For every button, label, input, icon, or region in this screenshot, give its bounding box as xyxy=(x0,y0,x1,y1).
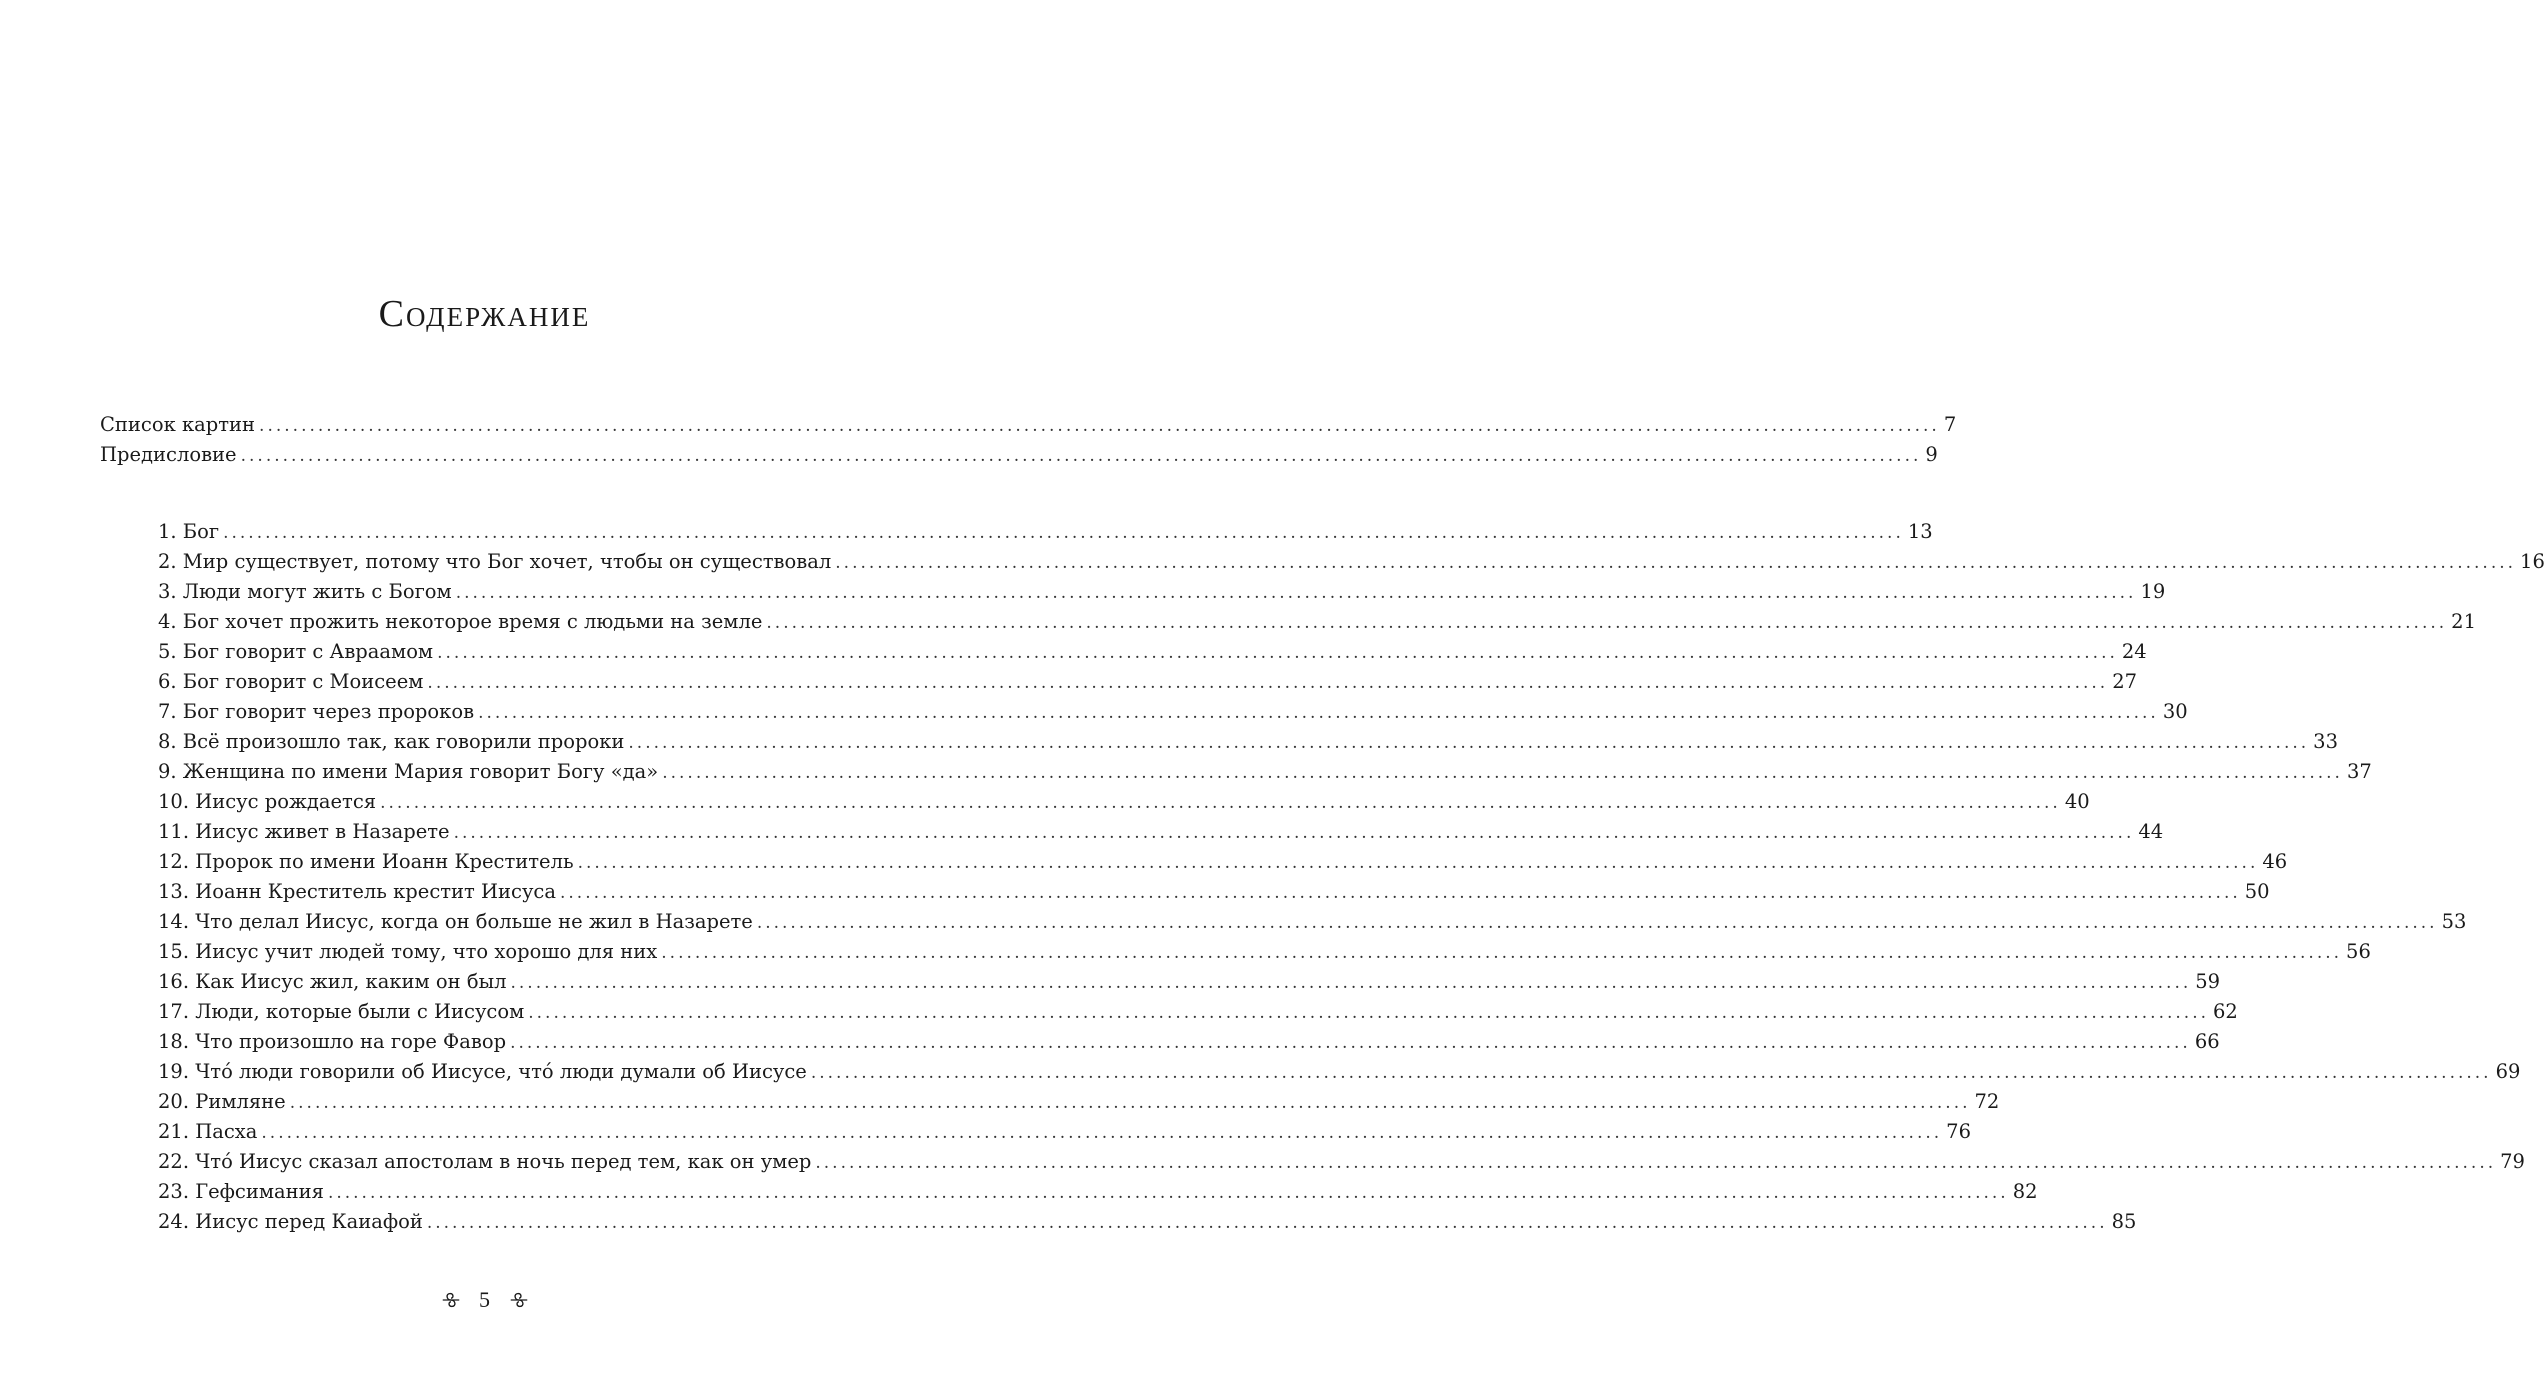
chapter-entry xyxy=(158,607,2476,637)
dot-leader: ........................................................................................................................................................................................................ xyxy=(661,943,2343,963)
toc-entry-title: 1. Бог xyxy=(158,520,220,543)
dot-leader: ........................................................................................................................................................................................................ xyxy=(810,1063,2492,1083)
front-matter-list xyxy=(100,410,1957,470)
toc-entry-title: 8. Всё произошло так, как говорили пророки xyxy=(158,730,625,753)
dot-leader: ........................................................................................................................................................................................................ xyxy=(662,763,2343,783)
toc-page-number: 19 xyxy=(2140,580,2166,603)
dot-leader: ........................................................................................................................................................................................................ xyxy=(478,703,2159,723)
toc-entry-title: 14. Что делал Иисус, когда он больше не жил в Назарете xyxy=(158,910,753,933)
toc-page-number: 21 xyxy=(2451,610,2476,633)
chapter-entry xyxy=(158,727,2338,757)
toc-entry-title: 11. Иисус живет в Назарете xyxy=(158,820,450,843)
toc-page-number: 44 xyxy=(2138,820,2164,843)
chapter-entry xyxy=(158,907,2467,937)
dot-leader: ........................................................................................................................................................................................................ xyxy=(380,793,2061,813)
chapter-entry xyxy=(158,877,2270,907)
chapter-entry xyxy=(158,1147,2525,1177)
dot-leader: ........................................................................................................................................................................................................ xyxy=(510,973,2192,993)
toc-entry-title: 5. Бог говорит с Авраамом xyxy=(158,640,434,663)
toc-page-number: 40 xyxy=(2064,790,2090,813)
chapter-entry xyxy=(158,637,2147,667)
toc-entry-title: 2. Мир существует, потому что Бог хочет, чтобы он существовал xyxy=(158,550,832,573)
dot-leader: ........................................................................................................................................................................................................ xyxy=(437,643,2118,663)
toc-entry-title: 16. Как Иисус жил, каким он был xyxy=(158,970,507,993)
toc-entry-title: Список картин xyxy=(100,413,256,436)
toc-page-number: 37 xyxy=(2346,760,2372,783)
toc-entry-title: 4. Бог хочет прожить некоторое время с людьми на земле xyxy=(158,610,763,633)
toc-page-number: 85 xyxy=(2111,1210,2137,1233)
toc-entry-title: 23. Гефсимания xyxy=(158,1180,324,1203)
dot-leader: ........................................................................................................................................................................................................ xyxy=(259,416,1940,436)
toc-page-number: 46 xyxy=(2262,850,2288,873)
dot-leader: ........................................................................................................................................................................................................ xyxy=(577,853,2259,873)
dot-leader: ........................................................................................................................................................................................................ xyxy=(756,913,2438,933)
toc-page-number: 76 xyxy=(1946,1120,1971,1143)
chapter-entry xyxy=(158,1057,2521,1087)
toc-entry-title: 19. Чтó люди говорили об Иисусе, чтó люди думали об Иисусе xyxy=(158,1060,807,1083)
dot-leader: ........................................................................................................................................................................................................ xyxy=(240,446,1922,466)
chapter-entry xyxy=(158,847,2288,877)
toc-page-number: 33 xyxy=(2313,730,2338,753)
chapter-entry xyxy=(158,817,2164,847)
dot-leader: ........................................................................................................................................................................................................ xyxy=(427,673,2109,693)
toc-page-number: 13 xyxy=(1907,520,1933,543)
chapter-entry xyxy=(158,667,2138,697)
toc-page-number: 56 xyxy=(2346,940,2371,963)
toc-page-number: 7 xyxy=(1943,413,1957,436)
toc-entry-title: 17. Люди, которые были с Иисусом xyxy=(158,1000,525,1023)
toc-entry-title: 15. Иисус учит людей тому, что хорошо для них xyxy=(158,940,658,963)
toc-page-number: 16 xyxy=(2520,550,2545,573)
toc-entry-title: 7. Бог говорит через пророков xyxy=(158,700,475,723)
toc-page-number: 66 xyxy=(2194,1030,2220,1053)
chapter-entry xyxy=(158,697,2188,727)
toc-entry-title: 20. Римляне xyxy=(158,1090,286,1113)
toc-entry-title: 21. Пасха xyxy=(158,1120,258,1143)
page-folio xyxy=(0,1285,969,1313)
dot-leader: ........................................................................................................................................................................................................ xyxy=(327,1183,2009,1203)
dot-leader: ........................................................................................................................................................................................................ xyxy=(835,553,2517,573)
chapter-entry xyxy=(158,1087,2000,1117)
dot-leader: ........................................................................................................................................................................................................ xyxy=(628,733,2310,753)
fleuron-icon-right xyxy=(508,1289,530,1311)
toc-page-number: 62 xyxy=(2213,1000,2238,1023)
toc-entry-title: 24. Иисус перед Каиафой xyxy=(158,1210,423,1233)
chapter-entry xyxy=(158,937,2371,967)
dot-leader: ........................................................................................................................................................................................................ xyxy=(426,1213,2108,1233)
chapter-entry xyxy=(158,997,2238,1027)
dot-leader: ........................................................................................................................................................................................................ xyxy=(261,1123,1943,1143)
toc-entry-title: 18. Что произошло на горе Фавор xyxy=(158,1030,507,1053)
chapter-entry xyxy=(158,757,2372,787)
chapter-entry xyxy=(158,1177,2038,1207)
fleuron-icon-left xyxy=(440,1289,462,1311)
toc-page-number: 82 xyxy=(2012,1180,2038,1203)
dot-leader: ........................................................................................................................................................................................................ xyxy=(815,1153,2497,1173)
dot-leader: ........................................................................................................................................................................................................ xyxy=(223,523,1904,543)
toc-page-number: 79 xyxy=(2500,1150,2525,1173)
toc-entry-title: 22. Чтó Иисус сказал апостолам в ночь перед тем, как он умер xyxy=(158,1150,812,1173)
toc-page-number: 27 xyxy=(2112,670,2138,693)
toc-page-number: 69 xyxy=(2495,1060,2521,1083)
toc-page-number: 72 xyxy=(1974,1090,2000,1113)
toc-entry-title: 12. Пророк по имени Иоанн Креститель xyxy=(158,850,574,873)
toc-entry-title: 9. Женщина по имени Мария говорит Богу «да» xyxy=(158,760,659,783)
chapter-entry xyxy=(158,1207,2137,1237)
toc-page-number: 59 xyxy=(2195,970,2221,993)
page-number: 5 xyxy=(479,1286,490,1312)
dot-leader: ........................................................................................................................................................................................................ xyxy=(455,583,2137,603)
toc-entry-title: 13. Иоанн Креститель крестит Иисуса xyxy=(158,880,556,903)
dot-leader: ........................................................................................................................................................................................................ xyxy=(528,1003,2210,1023)
toc-page-number: 53 xyxy=(2441,910,2467,933)
chapter-entry xyxy=(158,547,2545,577)
toc-entry-title: 3. Люди могут жить с Богом xyxy=(158,580,452,603)
dot-leader: ........................................................................................................................................................................................................ xyxy=(559,883,2241,903)
chapter-entry xyxy=(158,577,2166,607)
toc-page-number: 9 xyxy=(1925,443,1938,466)
toc-page-number: 24 xyxy=(2121,640,2147,663)
dot-leader: ........................................................................................................................................................................................................ xyxy=(510,1033,2191,1053)
toc-entry-title: Предисловие xyxy=(100,443,237,466)
front-matter-entry xyxy=(100,410,1957,440)
dot-leader: ........................................................................................................................................................................................................ xyxy=(289,1093,1971,1113)
chapter-entry xyxy=(158,1027,2220,1057)
toc-page-number: 50 xyxy=(2244,880,2270,903)
dot-leader: ........................................................................................................................................................................................................ xyxy=(766,613,2448,633)
toc-entry-title: 6. Бог говорит с Моисеем xyxy=(158,670,424,693)
chapter-entry xyxy=(158,967,2221,997)
chapter-entry xyxy=(158,787,2090,817)
chapter-entry xyxy=(158,517,1933,547)
chapter-list xyxy=(158,517,2545,1237)
toc-page-number: 30 xyxy=(2162,700,2188,723)
page-title: Содержание xyxy=(378,293,591,335)
toc-entry-title: 10. Иисус рождается xyxy=(158,790,377,813)
dot-leader: ........................................................................................................................................................................................................ xyxy=(453,823,2135,843)
front-matter-entry xyxy=(100,440,1938,470)
chapter-entry xyxy=(158,1117,1971,1147)
